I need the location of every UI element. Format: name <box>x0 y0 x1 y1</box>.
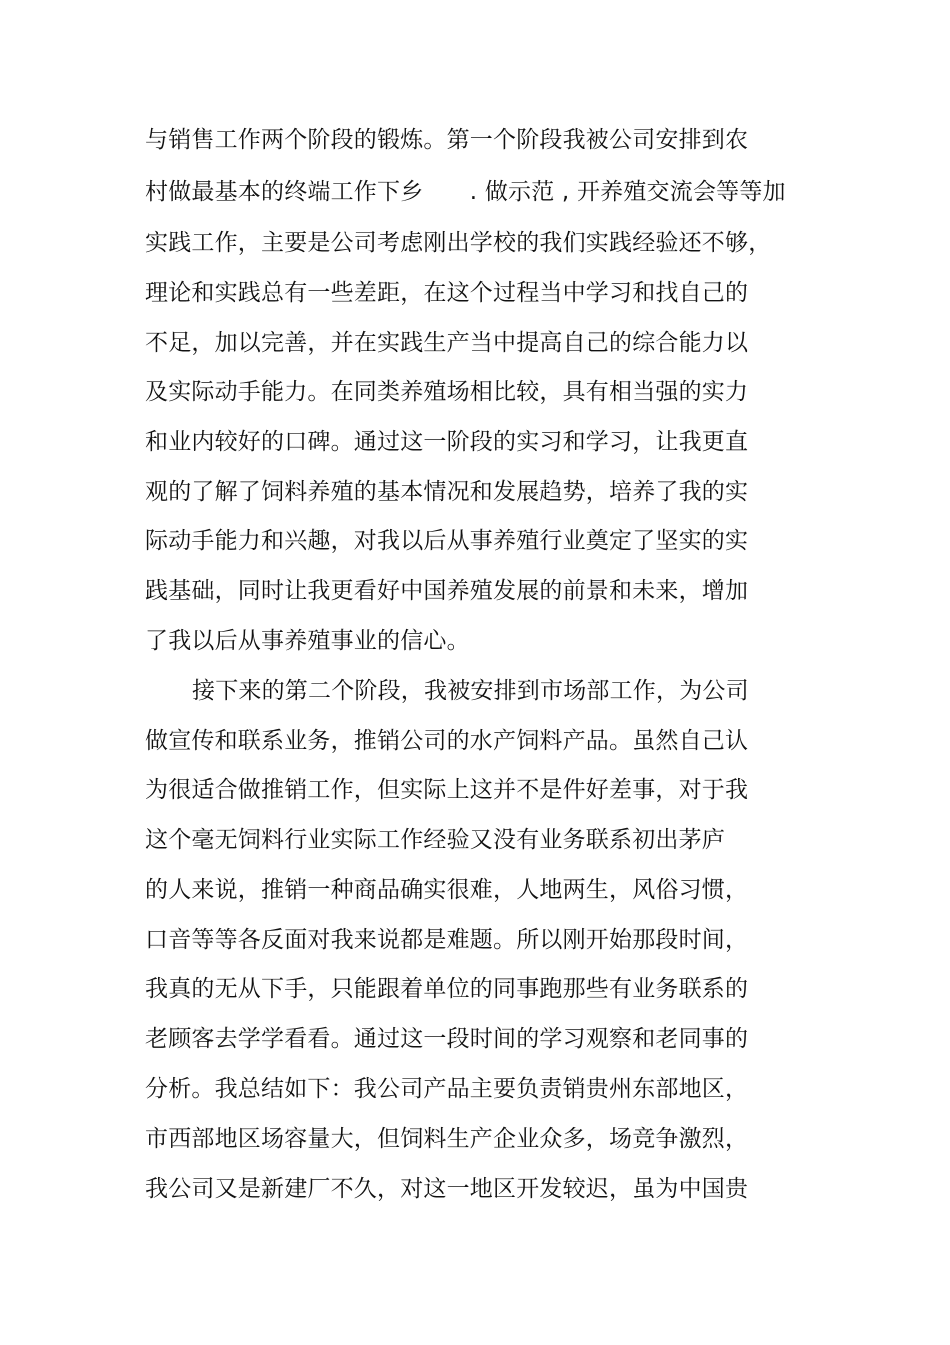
text-line: 际动手能力和兴趣，对我以后从事养殖行业奠定了坚实的实 <box>145 528 749 554</box>
text-line: 我公司又是新建厂不久，对这一地区开发较迟，虽为中国贵 <box>145 1176 749 1202</box>
paragraph-first-line: 接下来的第二个阶段，我被安排到市场部工作，为公司 <box>192 678 749 704</box>
text-line: 这个毫无饲料行业实际工作经验又没有业务联系初出茅庐 <box>145 827 725 853</box>
text-line: 做宣传和联系业务，推销公司的水产饲料产品。虽然自己认 <box>145 728 749 754</box>
text-line: 为很适合做推销工作，但实际上这并不是件好差事，对于我 <box>145 777 749 803</box>
text-line: 的人来说，推销一种商品确实很难，人地两生，风俗习惯， <box>145 877 749 903</box>
text-line: 及实际动手能力。在同类养殖场相比较，具有相当强的实力 <box>145 379 749 405</box>
text-line: 理论和实践总有一些差距，在这个过程当中学习和找自己的 <box>145 280 749 306</box>
text-line: 了我以后从事养殖事业的信心。 <box>145 628 470 654</box>
text-line: 分析。我总结如下：我公司产品主要负责销贵州东部地区， <box>145 1076 749 1102</box>
text-line: 和业内较好的口碑。通过这一阶段的实习和学习，让我更直 <box>145 429 749 455</box>
text-line: 不足，加以完善，并在实践生产当中提高自己的综合能力以 <box>145 330 749 356</box>
text-line: 我真的无从下手，只能跟着单位的同事跑那些有业务联系的 <box>145 976 749 1002</box>
text-line: 观的了解了饲料养殖的基本情况和发展趋势，培养了我的实 <box>145 479 749 505</box>
text-line: 市西部地区场容量大，但饲料生产企业众多，场竞争激烈， <box>145 1126 749 1152</box>
text-line: 老顾客去学学看看。通过这一段时间的学习观察和老同事的 <box>145 1026 749 1052</box>
text-line: 实践工作，主要是公司考虑刚出学校的我们实践经验还不够， <box>145 230 772 256</box>
text-line: 与销售工作两个阶段的锻炼。第一个阶段我被公司安排到农 <box>145 127 749 153</box>
text-line: 村做最基本的终端工作下乡 . 做示范 , 开养殖交流会等等加 <box>145 179 786 205</box>
text-line: 口音等等各反面对我来说都是难题。所以刚开始那段时间， <box>145 927 749 953</box>
text-line: 践基础，同时让我更看好中国养殖发展的前景和未来，增加 <box>145 578 749 604</box>
